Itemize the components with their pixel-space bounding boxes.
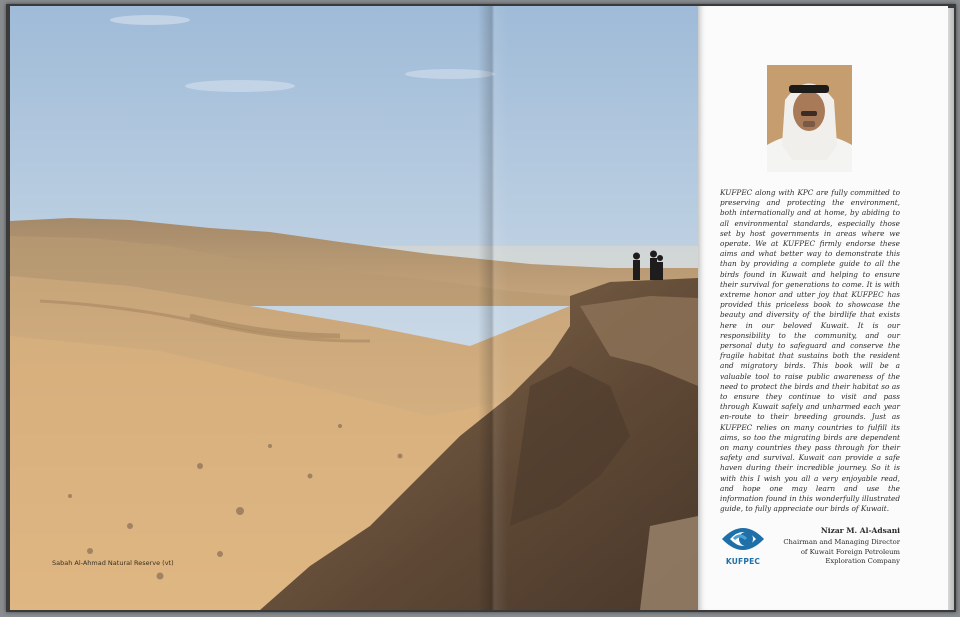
author-portrait xyxy=(767,65,852,172)
logo-wordmark: KUFPEC xyxy=(725,557,761,566)
book-gutter-shadow xyxy=(478,6,508,610)
foreword-text: KUFPEC along with KPC are fully committed to preserving and protecting the environment, both internationally and at home, by abiding to all environmental standards, especially those set by host governments in areas where we operate. We at KUFPEC firmly endorse these aims and what better way to demonstrate this than by providing a complete guide to all the birds found in Kuwait and helping to ensure their survival for generations to come. It is with extreme honor and utter joy that KUFPEC has provided this priceless book to showcase the beauty and diversity of the birdlife that exists here in our beloved Kuwait. It is our responsibility to the community, and our personal duty to safeguard and conserve the fragile habitat that sustains both the resident and migratory birds. This book will be a valuable tool to raise public awareness of the need to protect the birds and their habitat so as to ensure they continue to visit and pass through Kuwait safely and unharmed each year en-route to their breeding grounds. Just as KUFPEC relies on many countries to fulfill its aims, so too the migrating birds are dependent on many countries they pass through for their safety and survival. Kuwait can provide a safe haven during their incredible journey. So it is with this I wish you all a very enjoyable read, and hope one may learn and use the information found in this wonderfully illustrated guide, to fully appreciate our birds of Kuwait. xyxy=(720,188,900,514)
signatory-title-line1: Chairman and Managing Director xyxy=(783,538,900,546)
photo-caption: Sabah Al-Ahmad Natural Reserve (vt) xyxy=(52,559,174,567)
foreword-page xyxy=(698,6,948,610)
signatory-title-line2: of Kuwait Foreign Petroleum xyxy=(800,547,900,556)
portrait-illustration xyxy=(767,65,852,172)
signatory-title-line3: Exploration Company xyxy=(825,557,900,566)
signature-block xyxy=(760,526,900,567)
page-edge xyxy=(948,8,954,610)
signatory-name: Nizar M. Al-Adsani xyxy=(820,526,900,535)
desert-escarpment-illustration xyxy=(10,6,698,610)
landscape-photo xyxy=(10,6,698,610)
